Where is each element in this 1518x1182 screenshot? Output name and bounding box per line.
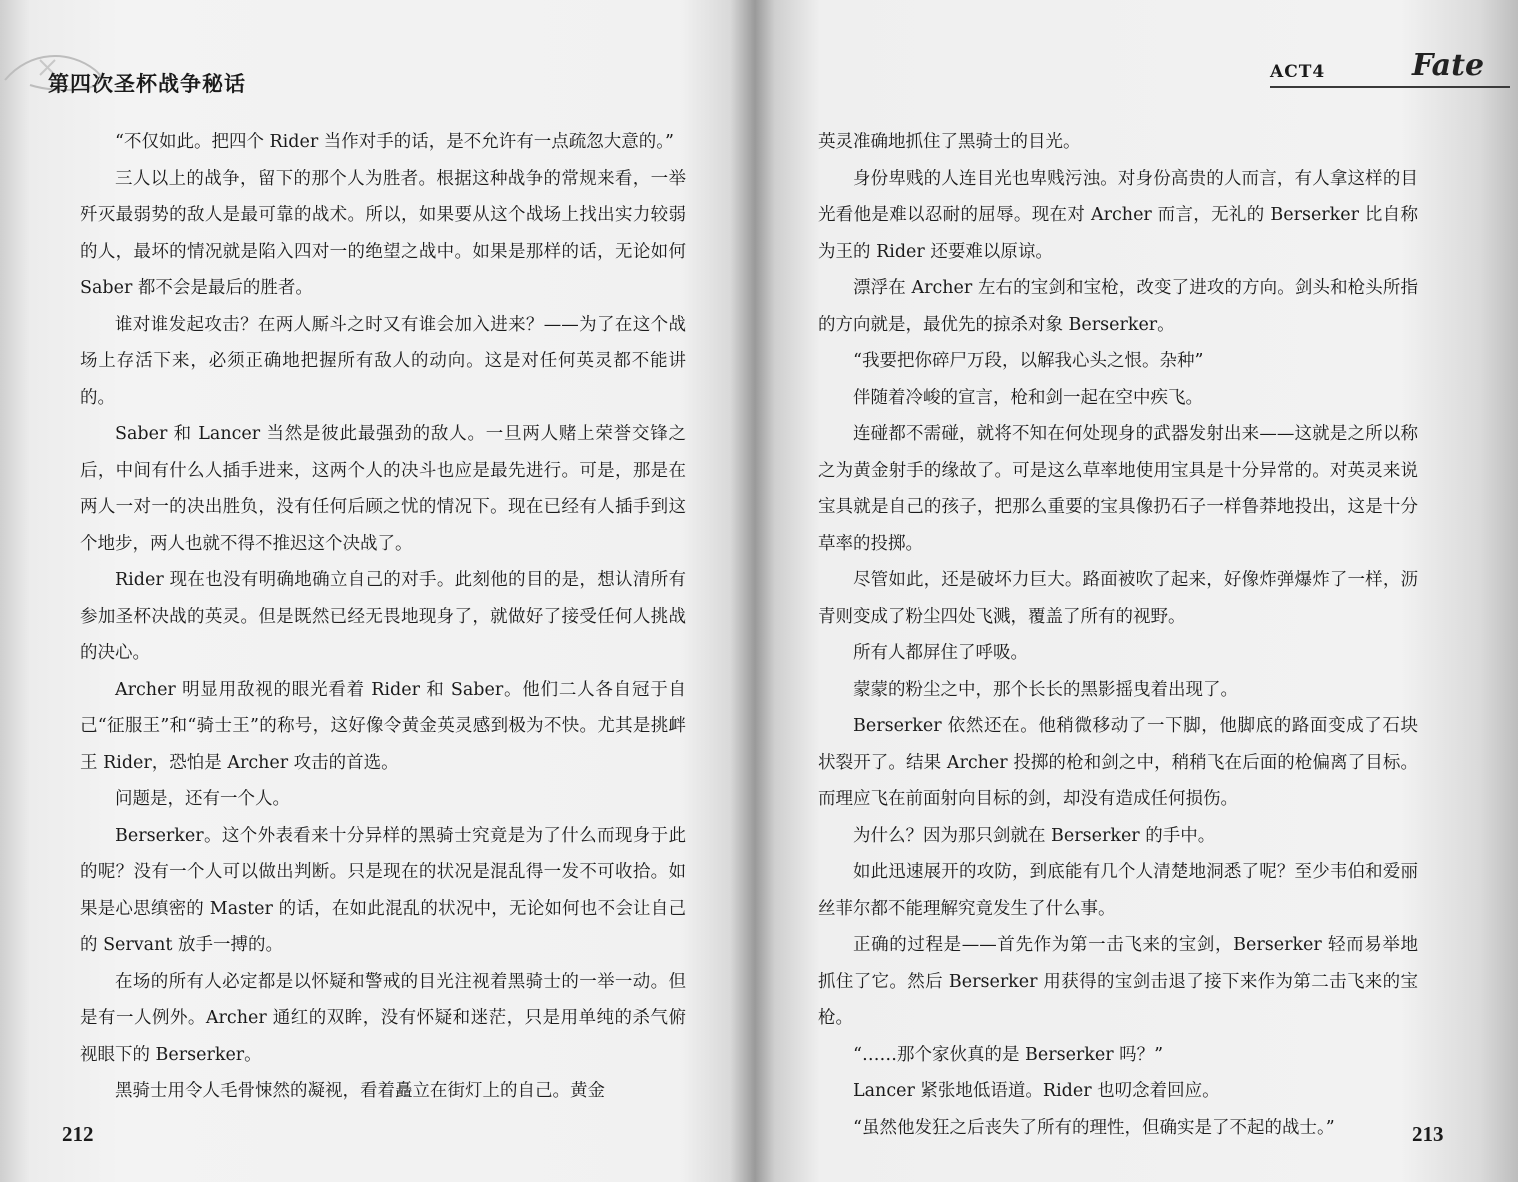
paragraph: Lancer 紧张地低语道。Rider 也叨念着回应。 [853, 1081, 1220, 1101]
paragraph: “虽然他发狂之后丧失了所有的理性，但确实是了不起的战士。” [853, 1117, 1335, 1138]
paragraph: 黑骑士用令人毛骨悚然的凝视，看着矗立在街灯上的自己。黄金 [115, 1081, 605, 1101]
paragraph: 连碰都不需碰，就将不知在何处现身的武器发射出来——这就是之所以称之为黄金射手的缘故了。可是这么草率地使用宝具是十分异常的。对英灵来说宝具就是自己的孩子，把那么重要的宝具像扔石子一样鲁莽地投出，这是十分草率的投掷。 [818, 424, 1418, 554]
paragraph: 为什么？因为那只剑就在 Berserker 的手中。 [853, 825, 1216, 846]
paragraph: 三人以上的战争，留下的那个人为胜者。根据这种战争的常规来看，一举歼灭最弱势的敌人是最可靠的战术。所以，如果要从这个战场上找出实力较弱的人，最坏的情况就是陷入四对一的绝望之战中。如果是那样的话，无论如何 Saber 都不会是最后的胜者。 [80, 168, 686, 298]
head-rule [1270, 86, 1510, 88]
paragraph: Saber 和 Lancer 当然是彼此最强劲的敌人。一旦两人赌上荣誉交锋之后，中间有什么人插手进来，这两个人的决斗也应是最先进行。可是，那是在两人一对一的决出胜负，没有任何后顾之忧的情况下。现在已经有人插手到这个地步，两人也就不得不推迟这个决战了。 [80, 424, 686, 554]
paragraph: 伴随着冷峻的宣言，枪和剑一起在空中疾飞。 [853, 387, 1203, 408]
paragraph: 正确的过程是——首先作为第一击飞来的宝剑，Berserker 轻而易举地抓住了它。然后 Berserker 用获得的宝剑击退了接下来作为第二击飞来的宝枪。 [818, 935, 1418, 1028]
paragraph: 英灵准确地抓住了黑骑士的目光。 [818, 132, 1081, 152]
page-number: 212 [62, 1122, 94, 1146]
running-head: ACT4 [1270, 62, 1326, 82]
paragraph: 谁对谁发起攻击？在两人厮斗之时又有谁会加入进来？——为了在这个战场上存活下来，必须正确地把握所有敌人的动向。这是对任何英灵都不能讲的。 [80, 314, 686, 408]
paragraph: Berserker。这个外表看来十分异样的黑骑士究竟是为了什么而现身于此的呢？没有一个人可以做出判断。只是现在的状况是混乱得一发不可收拾。如果是心思缜密的 Master 的话，在如此混乱的状况中，无论如何也不会让自己的 Servant 放手一搏的。 [80, 825, 686, 955]
paragraph: 在场的所有人必定都是以怀疑和警戒的目光注视着黑骑士的一举一动。但是有一人例外。Archer 通红的双眸，没有怀疑和迷茫，只是用单纯的杀气俯视眼下的 Berserker。 [80, 971, 686, 1065]
paragraph: 所有人都屏住了呼吸。 [853, 643, 1028, 663]
paragraph: 蒙蒙的粉尘之中，那个长长的黑影摇曳着出现了。 [853, 679, 1238, 700]
body-text [80, 124, 686, 1110]
paragraph: “不仅如此。把四个 Rider 当作对手的话，是不允许有一点疏忽大意的。” [115, 132, 674, 152]
running-head: 第四次圣杯战争秘话 [48, 71, 246, 96]
right-page [762, 0, 1518, 1182]
paragraph: “……那个家伙真的是 Berserker 吗？” [853, 1044, 1164, 1065]
paragraph: 问题是，还有一个人。 [115, 789, 290, 809]
paragraph: Rider 现在也没有明确地确立自己的对手。此刻他的目的是，想认清所有参加圣杯决战的英灵。但是既然已经无畏地现身了，就做好了接受任何人挑战的决心。 [80, 570, 686, 663]
paragraph: 漂浮在 Archer 左右的宝剑和宝枪，改变了进攻的方向。剑头和枪头所指的方向就是，最优先的掠杀对象 Berserker。 [818, 278, 1418, 335]
paragraph: 身份卑贱的人连目光也卑贱污浊。对身份高贵的人而言，有人拿这样的目光看他是难以忍耐的屈辱。现在对 Archer 而言，无礼的 Berserker 比自称为王的 Rider 还要难以原谅。 [818, 168, 1418, 262]
paragraph: 尽管如此，还是破坏力巨大。路面被吹了起来，好像炸弹爆炸了一样，沥青则变成了粉尘四处飞溅，覆盖了所有的视野。 [818, 570, 1418, 627]
fate-logo: Fate [1412, 48, 1485, 83]
paragraph: Archer 明显用敌视的眼光看着 Rider 和 Saber。他们二人各自冠于自己“征服王”和“骑士王”的称号，这好像令黄金英灵感到极为不快。尤其是挑衅王 Rider，恐怕是 Archer 攻击的首选。 [80, 679, 686, 773]
paragraph: Berserker 依然还在。他稍微移动了一下脚，他脚底的路面变成了石块状裂开了。结果 Archer 投掷的枪和剑之中，稍稍飞在后面的枪偏离了目标。而理应飞在前面射向目标的剑，却没有造成任何损伤。 [818, 716, 1418, 809]
body-text [818, 124, 1418, 1146]
paragraph: “我要把你碎尸万段，以解我心头之恨。杂种” [853, 351, 1204, 371]
paragraph: 如此迅速展开的攻防，到底能有几个人清楚地洞悉了呢？至少韦伯和爱丽丝菲尔都不能理解究竟发生了什么事。 [818, 862, 1418, 919]
page-number: 213 [1412, 1122, 1444, 1146]
